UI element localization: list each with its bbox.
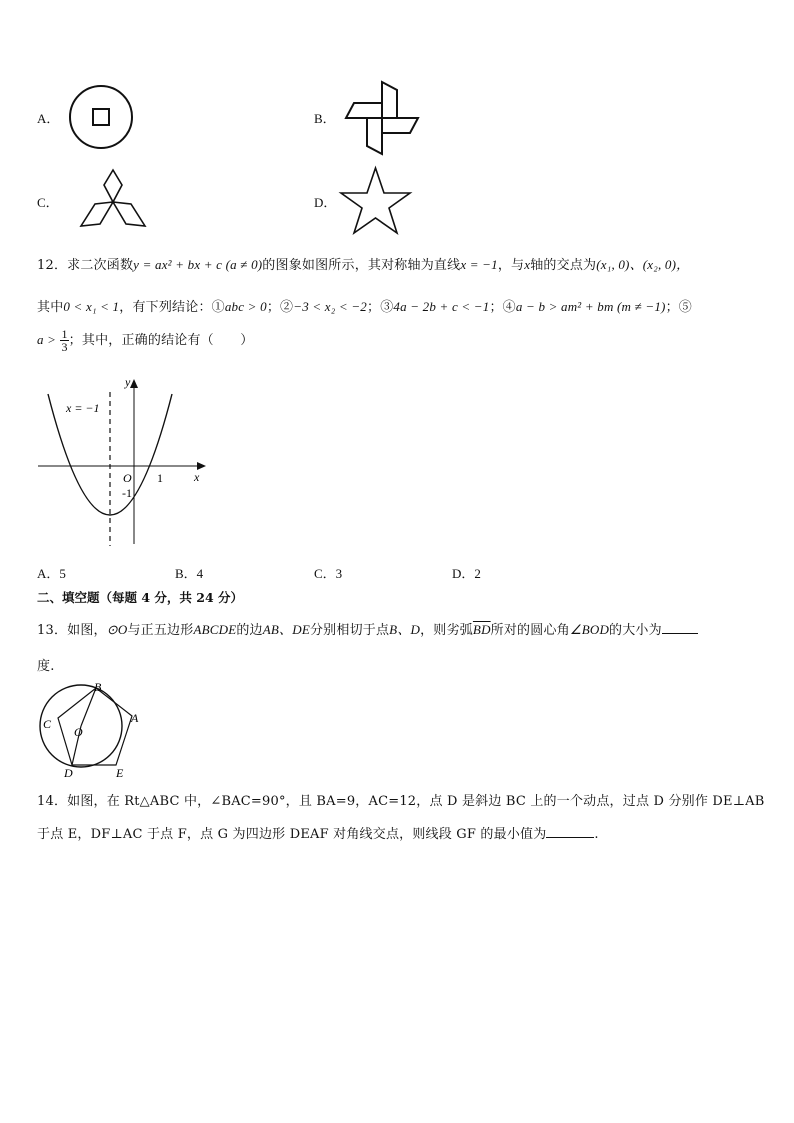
q12-line-2 bbox=[37, 296, 692, 315]
q12-answer-a[interactable]: A．5 bbox=[37, 566, 66, 581]
q12-fraction-numerator: 1 bbox=[61, 327, 68, 341]
q13-answer-blank[interactable] bbox=[662, 621, 698, 634]
q13-text: 与正五边形 bbox=[127, 623, 194, 638]
q12-line-1 bbox=[37, 254, 689, 273]
option-d-star-figure bbox=[338, 165, 413, 235]
q13-arc: $\overline{BD}$ bbox=[472, 622, 491, 637]
q12-text: ，与 bbox=[497, 258, 525, 273]
q12-graph-origin: O bbox=[123, 471, 132, 485]
q13-text: ，则劣弧 bbox=[420, 623, 473, 638]
q13-line-2: 度. bbox=[37, 659, 55, 674]
q12-prefix: 12．求二次函数 bbox=[37, 258, 134, 273]
q12-tail: ；其中，正确的结论有（ ） bbox=[68, 333, 254, 348]
q12-conclusion-1: abc > 0 bbox=[224, 299, 267, 314]
option-c-three-diamonds-figure bbox=[78, 166, 148, 234]
q12-fraction-denominator: 3 bbox=[61, 340, 68, 354]
option-a-label: A． bbox=[37, 111, 60, 126]
q12-conclusion-3: 4a − 2b + c < −1 bbox=[393, 299, 490, 314]
q14-line-1: 14．如图，在 Rt△ABC 中，∠BAC=90°，且 BA=9，AC=12，点 D 是斜边 BC 上的一个动点，过点 D 分别作 DE⊥AB bbox=[37, 794, 765, 809]
q13-pentagon: ABCDE bbox=[193, 622, 237, 637]
q13-label-o: O bbox=[74, 725, 83, 739]
q14-period: . bbox=[594, 827, 599, 842]
option-b-label: B． bbox=[314, 111, 336, 126]
q12-conclusion-5-lhs: a > bbox=[37, 332, 57, 347]
q13-text: 13．如图， bbox=[37, 623, 107, 638]
q12-line-3 bbox=[37, 328, 253, 353]
option-a-coin-figure bbox=[68, 84, 134, 150]
q12-text: 轴的交点为 bbox=[530, 258, 597, 273]
q12-fraction bbox=[60, 328, 68, 353]
q12-condition: 0 < x₁ < 1 bbox=[63, 299, 120, 314]
q12-answer-b[interactable]: B．4 bbox=[175, 566, 204, 581]
q12-graph-neg-one: -1 bbox=[122, 486, 132, 500]
q12-graph-x-label: x bbox=[194, 470, 200, 484]
q12-answer-c[interactable]: C．3 bbox=[314, 566, 343, 581]
q13-points: B、D bbox=[389, 622, 421, 637]
q12-sep: ；⑤ bbox=[665, 300, 692, 315]
q12-axis-eq: x = −1 bbox=[460, 257, 498, 272]
q12-conclusion-2: −3 < x₂ < −2 bbox=[293, 299, 367, 314]
q13-text: 分别相切于点 bbox=[309, 623, 390, 638]
q13-text: 的边 bbox=[236, 623, 263, 638]
q12-text: 其中 bbox=[37, 300, 64, 315]
q13-label-a: A bbox=[131, 711, 139, 725]
section-2-title: 二、填空题（每题 4 分，共 24 分） bbox=[37, 590, 244, 605]
q13-label-e: E bbox=[116, 766, 124, 780]
q12-parabola-graph bbox=[36, 374, 216, 554]
q12-x-var: x bbox=[524, 257, 531, 272]
q13-circle: ⊙O bbox=[106, 622, 128, 637]
q12-text: ，有下列结论：① bbox=[119, 300, 225, 315]
q12-graph-y-label: y bbox=[125, 375, 131, 389]
q12-graph-one: 1 bbox=[157, 471, 163, 485]
q12-graph-axis-label: x = −1 bbox=[66, 401, 100, 415]
q12-function: y = ax² + bx + c (a ≠ 0) bbox=[133, 257, 263, 272]
q12-sep: ；② bbox=[266, 300, 294, 315]
q12-text: 的图象如图所示，其对称轴为直线 bbox=[262, 258, 461, 273]
q13-line-1 bbox=[37, 619, 698, 638]
q13-text: 的大小为 bbox=[609, 623, 662, 638]
q13-label-c: C bbox=[43, 717, 52, 731]
q13-sides: AB、DE bbox=[262, 622, 310, 637]
q12-answer-d[interactable]: D．2 bbox=[452, 566, 481, 581]
q13-text: 所对的圆心角 bbox=[490, 623, 570, 638]
q13-label-d: D bbox=[64, 766, 73, 780]
q14-line-2 bbox=[37, 823, 599, 842]
q12-sep: ；③ bbox=[367, 300, 394, 315]
q13-circle-pentagon-figure bbox=[36, 678, 148, 778]
option-c-label: C． bbox=[37, 195, 59, 210]
q14-text: 于点 E，DF⊥AC 于点 F，点 G 为四边形 DEAF 对角线交点，则线段 GF 的最小值为 bbox=[37, 827, 547, 842]
q13-angle: ∠BOD bbox=[569, 622, 610, 637]
option-b-pinwheel-figure bbox=[342, 78, 422, 158]
option-d-label: D． bbox=[314, 195, 337, 210]
q12-sep: ；④ bbox=[489, 300, 516, 315]
q13-label-b: B bbox=[94, 680, 102, 694]
q14-answer-blank[interactable] bbox=[546, 825, 594, 838]
q12-points: (x₁, 0)、(x₂, 0)， bbox=[596, 257, 690, 272]
q12-conclusion-4: a − b > am² + bm (m ≠ −1) bbox=[515, 299, 666, 314]
